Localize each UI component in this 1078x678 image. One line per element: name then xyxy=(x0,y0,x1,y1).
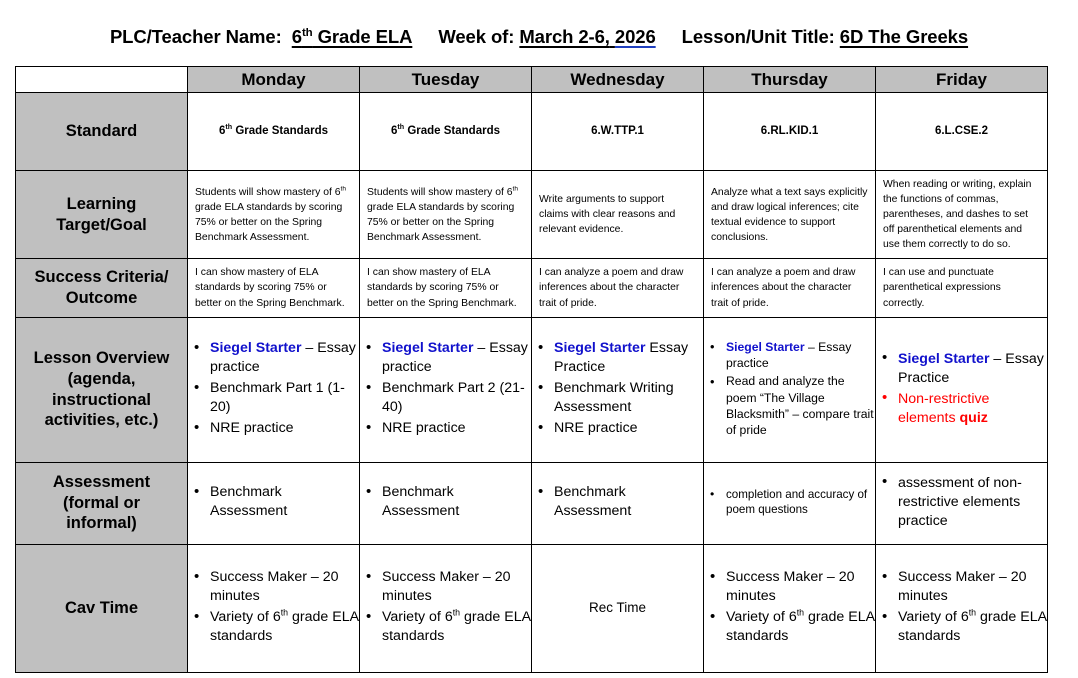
unit-title-value: 6D The Greeks xyxy=(839,26,969,47)
list-item: • Benchmark Assessment xyxy=(552,483,703,521)
cav-time-friday-list xyxy=(876,568,1047,646)
success-criteria-line2: Outcome xyxy=(65,289,138,307)
list-item: • Variety of 6th grade ELA standards xyxy=(380,608,531,646)
row-label-standard: Standard xyxy=(16,93,188,171)
cav-time-tuesday xyxy=(360,544,532,672)
assessment-monday xyxy=(188,462,360,544)
list-item: • Benchmark Assessment xyxy=(208,483,359,521)
cav-time-thursday-list xyxy=(704,568,875,646)
teacher-name-value: 6th Grade ELA xyxy=(291,26,413,47)
day-header-tuesday: Tuesday xyxy=(360,67,532,93)
learning-target-line2: Target/Goal xyxy=(56,215,147,234)
lesson-overview-friday-list xyxy=(876,350,1047,428)
lesson-overview-line3: instructional xyxy=(51,390,151,409)
cav-friday-sup: th xyxy=(968,607,977,618)
list-item: • NRE practice xyxy=(380,419,531,438)
list-item: • Variety of 6th grade ELA standards xyxy=(208,608,359,646)
day-header-wednesday: Wednesday xyxy=(532,67,704,93)
lesson-overview-wednesday xyxy=(532,317,704,462)
lt-tuesday-sup: th xyxy=(512,185,518,193)
lesson-overview-tuesday xyxy=(360,317,532,462)
list-item: • Benchmark Part 1 (1-20) xyxy=(208,379,359,417)
list-item: • Benchmark Part 2 (21-40) xyxy=(380,379,531,417)
success-criteria-wednesday: I can analyze a poem and draw inferences about the character trait of pride. xyxy=(532,259,704,317)
success-criteria-tuesday: I can show mastery of ELA standards by scoring 75% or better on the Spring Benchmark. xyxy=(360,259,532,317)
assessment-line2: (formal or xyxy=(62,493,140,512)
siegel-starter-label: Siegel Starter xyxy=(726,339,805,354)
teacher-name-label: PLC/Teacher Name: xyxy=(109,26,282,47)
lesson-overview-thursday xyxy=(704,317,876,462)
cav-thursday-sup: th xyxy=(796,607,805,618)
success-criteria-friday: I can use and punctuate parenthetical expressions correctly. xyxy=(876,259,1048,317)
lesson-plan-table xyxy=(15,66,1048,673)
success-criteria-thursday: I can analyze a poem and draw inferences about the character trait of pride. xyxy=(704,259,876,317)
corner-cell xyxy=(16,67,188,93)
list-item: • Benchmark Assessment xyxy=(380,483,531,521)
list-item: • Benchmark Writing Assessment xyxy=(552,379,703,417)
assessment-wednesday xyxy=(532,462,704,544)
siegel-starter-label: Siegel Starter xyxy=(898,350,990,367)
cav-time-thursday xyxy=(704,544,876,672)
list-item: • Variety of 6th grade ELA standards xyxy=(896,608,1047,646)
day-header-friday: Friday xyxy=(876,67,1048,93)
learning-target-thursday: Analyze what a text says explicitly and draw logical inferences; cite textual evidence to support conclusions. xyxy=(704,171,876,259)
teacher-sup: th xyxy=(301,26,313,39)
row-label-lesson-overview xyxy=(16,317,188,462)
lesson-overview-friday xyxy=(876,317,1048,462)
list-item: • assessment of non-restrictive elements practice xyxy=(896,474,1047,531)
learning-target-friday: When reading or writing, explain the functions of commas, parentheses, and dashes to set off parenthetical elements and use them correctly to do so. xyxy=(876,171,1048,259)
standard-monday: 6th Grade Standards xyxy=(188,93,360,171)
week-of-value-year: 2026 xyxy=(614,26,656,47)
table-row-standard xyxy=(16,93,1048,171)
standard-thursday: 6.RL.KID.1 xyxy=(704,93,876,171)
assessment-thursday xyxy=(704,462,876,544)
lesson-overview-monday xyxy=(188,317,360,462)
list-item: • Siegel Starter Essay Practice xyxy=(552,339,703,377)
standard-monday-sup: th xyxy=(225,122,233,131)
assessment-friday-list xyxy=(876,474,1047,531)
standard-wednesday: 6.W.TTP.1 xyxy=(532,93,704,171)
header-line xyxy=(110,26,968,48)
lesson-overview-thursday-list xyxy=(704,339,875,439)
row-label-success-criteria xyxy=(16,259,188,317)
siegel-starter-label: Siegel Starter xyxy=(210,340,302,357)
list-item-quiz xyxy=(896,390,1047,428)
day-header-monday: Monday xyxy=(188,67,360,93)
siegel-starter-label: Siegel Starter xyxy=(382,340,474,357)
cav-time-friday xyxy=(876,544,1048,672)
table-row-assessment xyxy=(16,462,1048,544)
cav-tuesday-sup: th xyxy=(452,607,461,618)
table-row-cav-time xyxy=(16,544,1048,672)
cav-time-wednesday: Rec Time xyxy=(532,544,704,672)
list-item: • Siegel Starter – Essay practice xyxy=(380,339,531,377)
list-item: • Variety of 6th grade ELA standards xyxy=(724,608,875,646)
assessment-friday xyxy=(876,462,1048,544)
learning-target-monday: Students will show mastery of 6th grade ELA standards by scoring 75% or better on the Spring Benchmark Assessment. xyxy=(188,171,360,259)
assessment-line3: informal) xyxy=(66,514,137,533)
standard-friday: 6.L.CSE.2 xyxy=(876,93,1048,171)
cav-monday-sup: th xyxy=(280,607,289,618)
table-row-lesson-overview xyxy=(16,317,1048,462)
week-of-label: Week of: xyxy=(438,26,515,47)
standard-tuesday-sup: th xyxy=(397,122,405,131)
row-label-cav-time: Cav Time xyxy=(16,544,188,672)
assessment-tuesday xyxy=(360,462,532,544)
list-item: • Success Maker – 20 minutes xyxy=(380,568,531,606)
list-item: • NRE practice xyxy=(208,419,359,438)
row-label-learning-target xyxy=(16,171,188,259)
lesson-overview-wednesday-list xyxy=(532,339,703,438)
siegel-starter-label: Siegel Starter xyxy=(554,340,646,357)
row-label-assessment xyxy=(16,462,188,544)
cav-time-monday xyxy=(188,544,360,672)
assessment-thursday-list xyxy=(704,487,875,518)
list-item: • Siegel Starter – Essay Practice xyxy=(896,350,1047,388)
day-header-thursday: Thursday xyxy=(704,67,876,93)
assessment-monday-list xyxy=(188,483,359,521)
lt-monday-sup: th xyxy=(340,185,346,193)
unit-title-label: Lesson/Unit Title: xyxy=(681,26,835,47)
table-row-learning-target xyxy=(16,171,1048,259)
list-item: • Siegel Starter – Essay practice xyxy=(208,339,359,377)
table-header-row xyxy=(16,67,1048,93)
list-item: • Success Maker – 20 minutes xyxy=(724,568,875,606)
week-of-value-date: March 2-6, xyxy=(519,26,610,47)
list-item: • Read and analyze the poem “The Village Blacksmith” – compare trait of pride xyxy=(724,373,875,438)
standard-tuesday: 6th Grade Standards xyxy=(360,93,532,171)
learning-target-wednesday: Write arguments to support claims with clear reasons and relevant evidence. xyxy=(532,171,704,259)
lesson-overview-line2: (agenda, xyxy=(67,370,136,388)
lesson-overview-tuesday-list xyxy=(360,339,531,438)
list-item: • NRE practice xyxy=(552,419,703,438)
table-row-success-criteria xyxy=(16,259,1048,317)
cav-time-monday-list xyxy=(188,568,359,646)
document-header xyxy=(0,0,1078,66)
success-criteria-monday: I can show mastery of ELA standards by scoring 75% or better on the Spring Benchmark. xyxy=(188,259,360,317)
cav-time-tuesday-list xyxy=(360,568,531,646)
list-item: • Success Maker – 20 minutes xyxy=(208,568,359,606)
assessment-line1: Assessment xyxy=(52,473,151,492)
list-item: • Success Maker – 20 minutes xyxy=(896,568,1047,606)
learning-target-line1: Learning xyxy=(66,195,137,214)
assessment-wednesday-list xyxy=(532,483,703,521)
lesson-plan-table-wrapper xyxy=(0,66,1078,673)
lesson-overview-line1: Lesson Overview xyxy=(33,349,170,368)
lesson-overview-line4: activities, etc.) xyxy=(44,411,159,430)
list-item: • completion and accuracy of poem questions xyxy=(724,487,875,518)
list-item: • Siegel Starter – Essay practice xyxy=(724,339,875,372)
learning-target-tuesday: Students will show mastery of 6th grade ELA standards by scoring 75% or better on the Spring Benchmark Assessment. xyxy=(360,171,532,259)
success-criteria-line1: Success Criteria/ xyxy=(34,268,169,287)
quiz-emphasis: quiz xyxy=(959,409,988,426)
lesson-overview-monday-list xyxy=(188,339,359,438)
assessment-tuesday-list xyxy=(360,483,531,521)
quiz-text: Non-restrictive elements xyxy=(898,390,990,426)
